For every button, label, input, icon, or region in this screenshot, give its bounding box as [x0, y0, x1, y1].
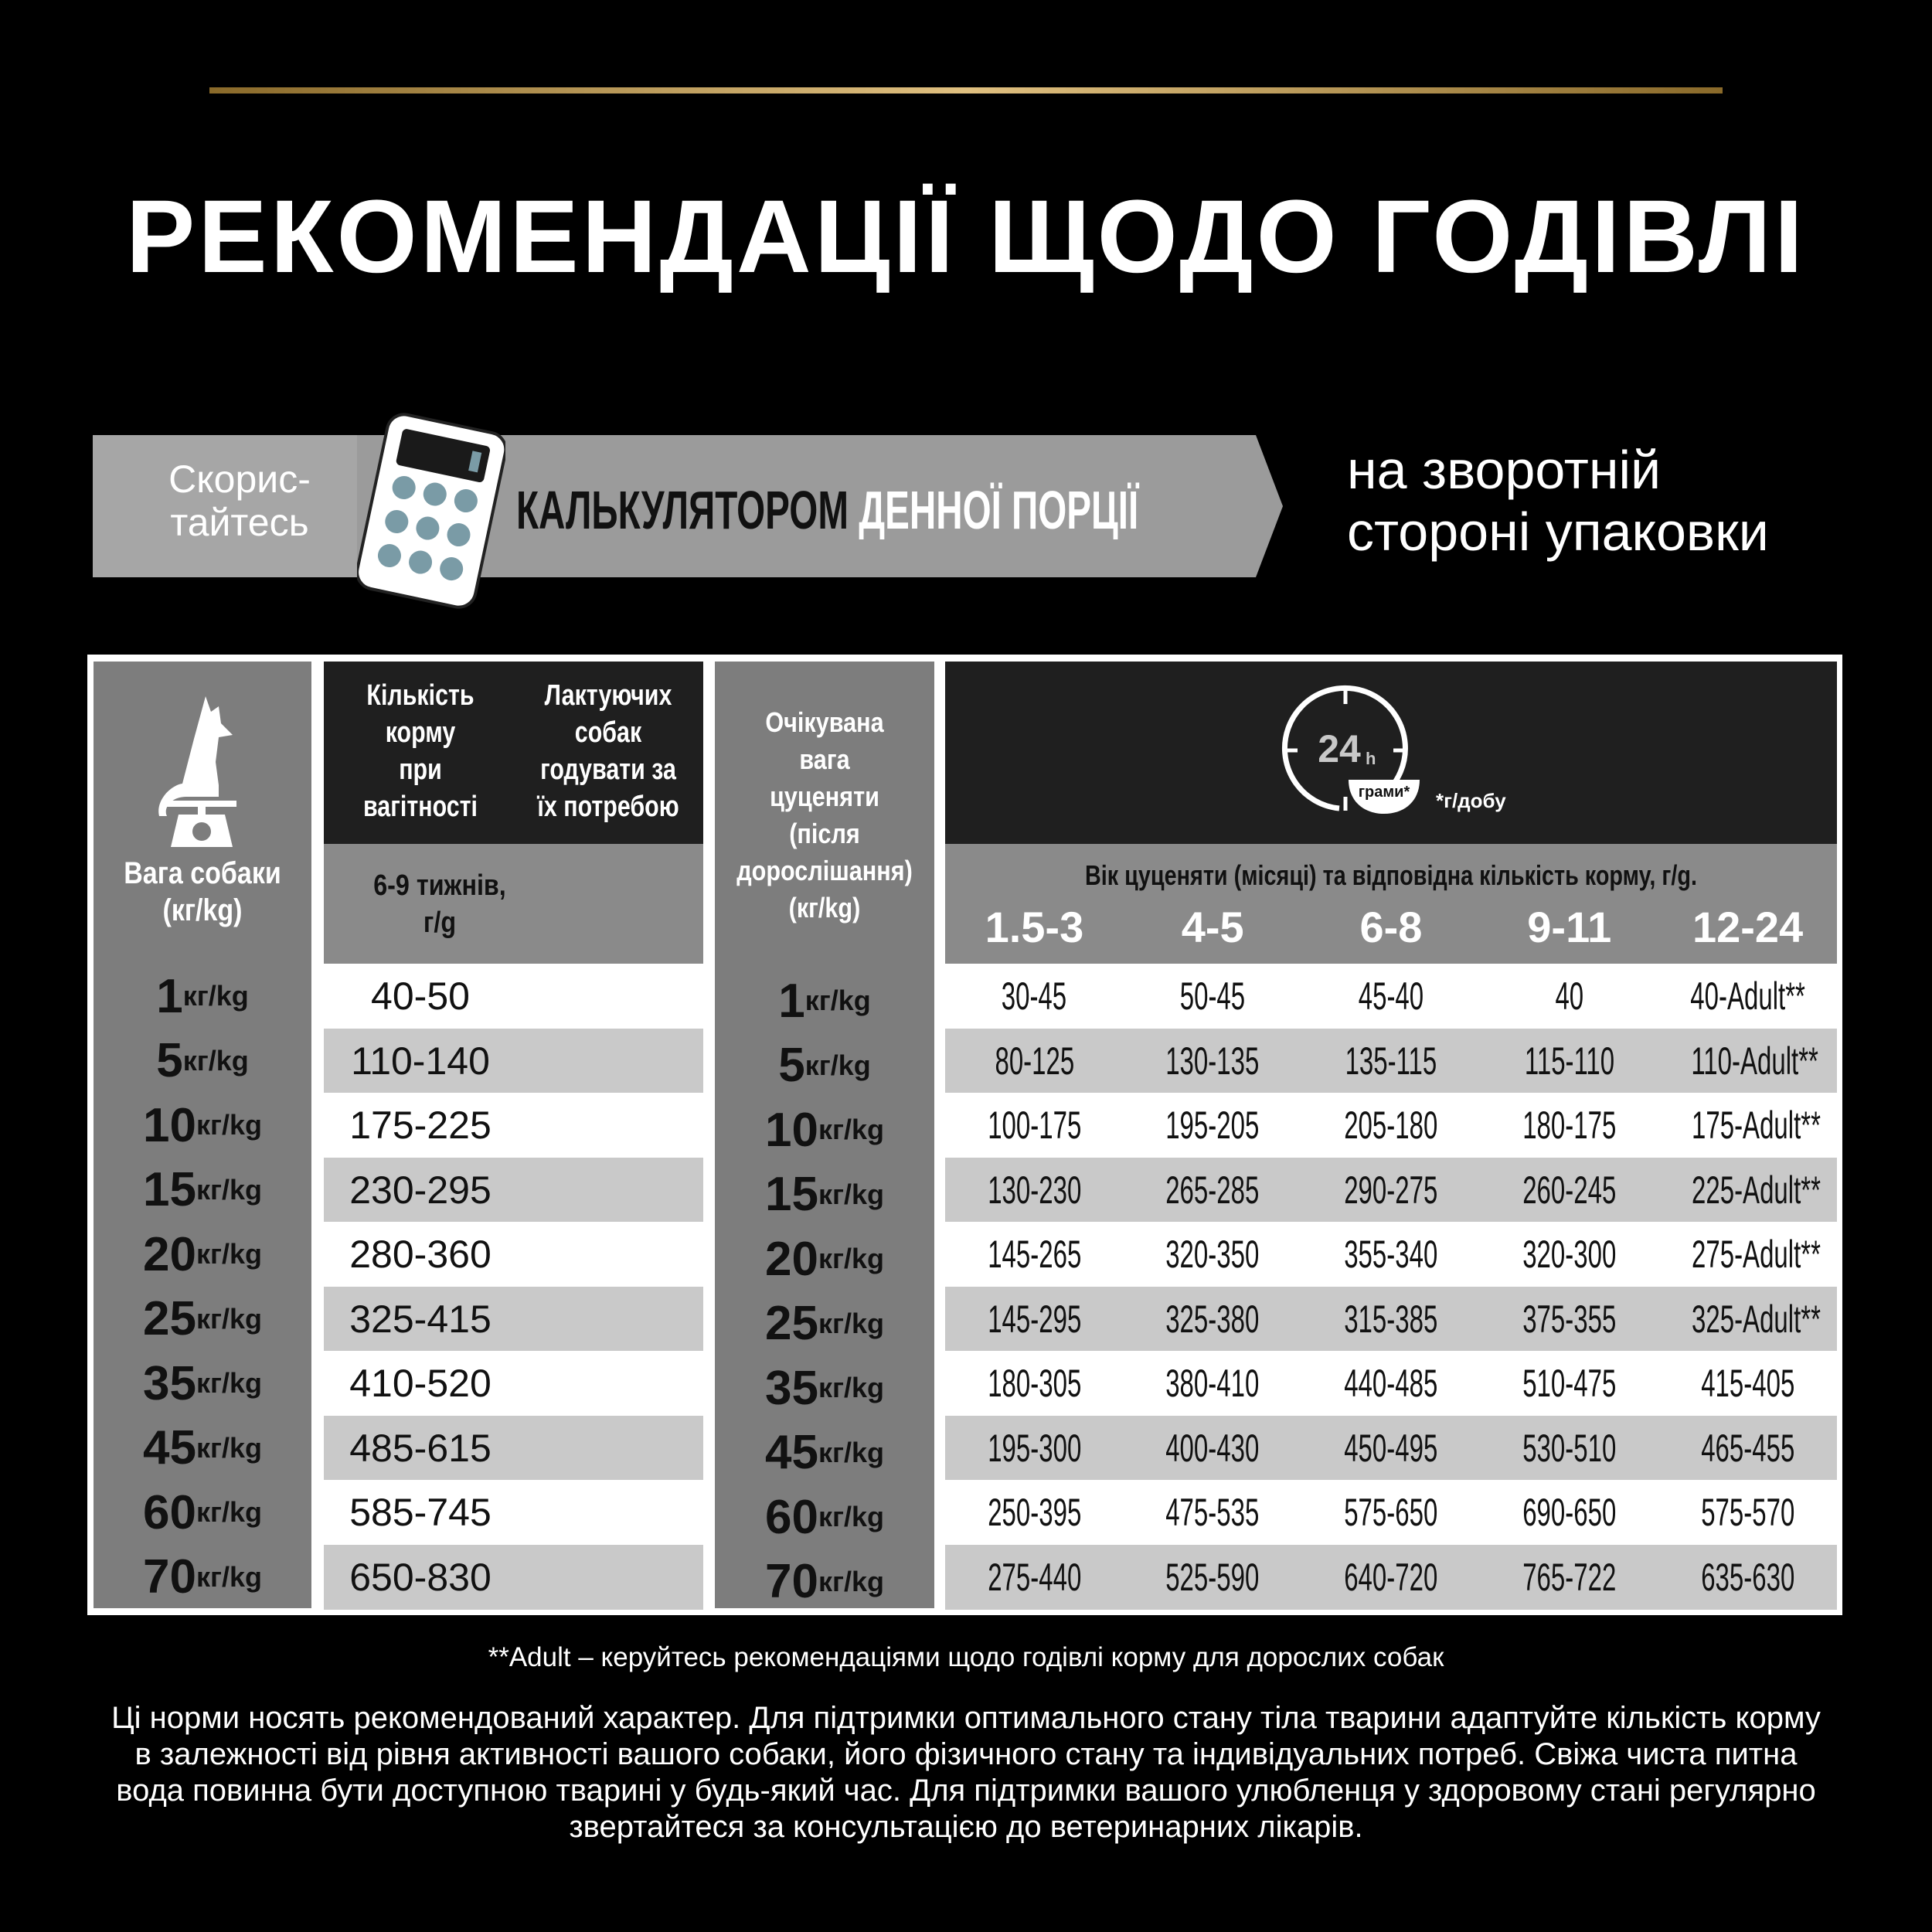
pregnancy-cell: 650-830	[349, 1555, 492, 1599]
puppy-row	[945, 1545, 1837, 1610]
puppy-value: 525-590	[1165, 1555, 1260, 1599]
puppy-cell	[1302, 1555, 1481, 1600]
puppy-value: 225-Adult**	[1692, 1168, 1821, 1212]
weight-value: 1	[156, 969, 183, 1023]
puppy-value: 475-535	[1165, 1491, 1260, 1534]
puppy-cell	[1480, 1168, 1658, 1213]
puppy-cell	[1480, 974, 1658, 1019]
puppy-value: 320-300	[1522, 1233, 1617, 1276]
puppy-value: 380-410	[1165, 1362, 1260, 1405]
puppy-value: 575-650	[1344, 1491, 1438, 1534]
puppy-cell	[945, 1297, 1124, 1342]
puppy-cell	[1302, 1103, 1481, 1148]
puppy-value: 130-230	[987, 1168, 1081, 1212]
puppy-cell	[1480, 1232, 1658, 1277]
dog-weight-cell	[94, 1222, 311, 1287]
puppy-value: 100-175	[987, 1104, 1081, 1147]
clock-bowl-icon	[1277, 681, 1424, 820]
expected-weight-unit: кг/kg	[818, 1436, 884, 1468]
dog-weight-header: Вага собаки (кг/kg)	[124, 856, 281, 927]
puppy-cell	[1658, 974, 1837, 1019]
expected-weight-cell	[715, 1549, 934, 1614]
weight-value: 60	[143, 1485, 196, 1539]
puppy-cell	[1658, 1490, 1837, 1535]
pregnancy-row	[324, 964, 703, 1029]
clock-h-label: h	[1366, 749, 1376, 768]
puppy-value: 80-125	[995, 1039, 1074, 1083]
puppy-value: 50-45	[1179, 975, 1246, 1018]
puppy-value: 180-175	[1522, 1104, 1617, 1147]
dog-weight-cell	[94, 1416, 311, 1481]
puppy-value: 195-300	[987, 1426, 1081, 1470]
puppy-cell	[945, 1168, 1124, 1213]
puppy-cell	[1658, 1555, 1837, 1600]
puppy-value: 205-180	[1344, 1104, 1438, 1147]
expected-weight-header: Очікувана вага цуценяти (після дорослішання) (кг/kg)	[736, 706, 913, 923]
back-line-1: на зворотній	[1347, 440, 1662, 500]
puppy-value: 260-245	[1522, 1168, 1617, 1212]
pregnancy-cell: 110-140	[351, 1039, 490, 1083]
puppy-cell	[1124, 1426, 1302, 1471]
dog-weight-cell	[94, 1287, 311, 1352]
puppy-header	[945, 662, 1837, 844]
puppy-value: 40	[1555, 975, 1584, 1018]
age-header: 9-11	[1527, 903, 1612, 951]
expected-weight-value: 20	[765, 1232, 818, 1286]
puppy-cell	[1480, 1490, 1658, 1535]
weight-unit: кг/kg	[196, 1173, 262, 1206]
age-header: 1.5-3	[985, 903, 1084, 951]
puppy-row	[945, 1222, 1837, 1287]
puppy-age-caption: Вік цуценяти (місяці) та відповідна кількість корму, г/g.	[1084, 859, 1698, 891]
puppy-cell	[1302, 1039, 1481, 1083]
weight-value: 45	[143, 1421, 196, 1475]
puppy-value: 325-Adult**	[1692, 1297, 1821, 1341]
dog-weight-cell	[94, 964, 311, 1029]
per-day-label: *г/добу	[1436, 789, 1506, 812]
pregnancy-cell: 230-295	[349, 1168, 492, 1212]
puppy-cell	[1302, 1490, 1481, 1535]
puppy-cell	[1124, 1168, 1302, 1213]
expected-weight-unit: кг/kg	[818, 1243, 884, 1274]
puppy-cell	[945, 1039, 1124, 1083]
puppy-cell	[1658, 1168, 1837, 1213]
puppy-cell	[1658, 1361, 1837, 1406]
weight-value: 25	[143, 1292, 196, 1345]
pregnancy-header	[324, 662, 703, 844]
calculator-icon	[357, 413, 505, 610]
pregnancy-row	[324, 1545, 703, 1610]
puppy-value: 275-440	[987, 1555, 1081, 1599]
pregnancy-cell: 485-615	[349, 1426, 492, 1470]
expected-weight-cell	[715, 968, 934, 1033]
puppy-cell	[1124, 1361, 1302, 1406]
puppy-value: 375-355	[1522, 1297, 1617, 1341]
gold-divider	[209, 87, 1723, 94]
pregnancy-cell: 410-520	[349, 1362, 492, 1405]
puppy-value: 45-40	[1358, 975, 1424, 1018]
expected-weight-cell	[715, 1097, 934, 1162]
weight-unit: кг/kg	[196, 1302, 262, 1335]
puppy-value: 30-45	[1002, 975, 1067, 1018]
puppy-cell	[1124, 1039, 1302, 1083]
expected-weight-cell	[715, 1033, 934, 1098]
puppy-cell	[1302, 1232, 1481, 1277]
expected-weight-value: 1	[778, 974, 805, 1028]
calc-white-text: ДЕННОЇ ПОРЦІЇ	[859, 480, 1139, 540]
back-line-2: стороні упаковки	[1347, 502, 1769, 562]
weight-unit: кг/kg	[182, 980, 249, 1012]
pregnancy-row	[324, 1093, 703, 1158]
puppy-cell	[1658, 1426, 1837, 1471]
puppy-cell	[945, 1232, 1124, 1277]
puppy-cell	[1658, 1232, 1837, 1277]
pregnancy-cell: 280-360	[349, 1233, 492, 1276]
puppy-value: 40-Adult**	[1690, 975, 1805, 1018]
puppy-cell	[1480, 1361, 1658, 1406]
pregnancy-cell: 40-50	[371, 975, 470, 1018]
pregnancy-header-right: Лактуючих собак годувати за їх потребою	[537, 679, 679, 823]
expected-weight-value: 35	[765, 1361, 818, 1415]
weight-unit: кг/kg	[196, 1367, 262, 1399]
expected-weight-unit: кг/kg	[818, 1178, 884, 1210]
puppy-cell	[1124, 1232, 1302, 1277]
expected-weight-unit: кг/kg	[818, 1501, 884, 1532]
puppy-value: 195-205	[1165, 1104, 1260, 1147]
age-header: 4-5	[1181, 903, 1244, 951]
puppy-value: 690-650	[1522, 1491, 1617, 1534]
expected-weight-cell	[715, 1226, 934, 1291]
expected-weight-value: 60	[765, 1490, 818, 1544]
weight-value: 5	[156, 1034, 183, 1087]
puppy-value: 265-285	[1165, 1168, 1260, 1212]
weight-unit: кг/kg	[196, 1431, 262, 1464]
puppy-value: 400-430	[1165, 1426, 1260, 1470]
puppy-value: 110-Adult**	[1691, 1039, 1819, 1083]
weight-unit: кг/kg	[196, 1238, 262, 1270]
pregnancy-subheader	[324, 844, 703, 964]
puppy-value: 640-720	[1344, 1555, 1438, 1599]
puppy-cell	[1658, 1039, 1837, 1083]
feeding-table	[87, 655, 1842, 1615]
pregnancy-cell: 175-225	[349, 1104, 492, 1147]
puppy-value: 450-495	[1344, 1426, 1438, 1470]
puppy-cell	[945, 1361, 1124, 1406]
puppy-value: 465-455	[1701, 1426, 1795, 1470]
dog-weight-cell	[94, 1480, 311, 1545]
weight-value: 20	[143, 1227, 196, 1281]
adult-footnote: **Adult – керуйтесь рекомендаціями щодо годівлі корму для дорослих собак	[488, 1642, 1444, 1672]
puppy-cell	[1480, 1297, 1658, 1342]
puppy-cell	[1658, 1103, 1837, 1148]
puppy-row	[945, 1029, 1837, 1094]
puppy-value: 250-395	[987, 1491, 1081, 1534]
puppy-cell	[1124, 1490, 1302, 1535]
puppy-value: 175-Adult**	[1692, 1104, 1821, 1147]
puppy-cell	[1302, 1168, 1481, 1213]
puppy-value: 115-110	[1524, 1039, 1614, 1083]
puppy-row	[945, 1351, 1837, 1416]
puppy-value: 130-135	[1165, 1039, 1260, 1083]
puppy-value: 315-385	[1344, 1297, 1438, 1341]
puppy-cell	[1124, 1297, 1302, 1342]
puppy-value: 355-340	[1344, 1233, 1438, 1276]
pregnancy-row	[324, 1029, 703, 1094]
pregnancy-weeks-label: 6-9 тижнів, г/g	[373, 869, 506, 939]
pregnancy-header-left: Кількість корму при вагітності	[363, 679, 478, 823]
puppy-row	[945, 1158, 1837, 1223]
puppy-cell	[1480, 1555, 1658, 1600]
pregnancy-row	[324, 1222, 703, 1287]
expected-weight-cell	[715, 1485, 934, 1549]
puppy-row	[945, 1287, 1837, 1352]
expected-weight-cell	[715, 1355, 934, 1420]
puppy-cell	[1302, 1426, 1481, 1471]
expected-weight-value: 10	[765, 1103, 818, 1157]
age-header: 12-24	[1692, 903, 1804, 951]
expected-weight-value: 15	[765, 1168, 818, 1221]
puppy-value: 575-570	[1701, 1491, 1795, 1534]
pregnancy-row	[324, 1158, 703, 1223]
bowl-label: грами*	[1358, 784, 1410, 801]
weight-unit: кг/kg	[196, 1109, 262, 1141]
weight-value: 70	[143, 1550, 196, 1604]
expected-weight-unit: кг/kg	[804, 985, 871, 1016]
weight-value: 35	[143, 1356, 196, 1410]
puppy-cell	[1658, 1297, 1837, 1342]
puppy-cell	[945, 1555, 1124, 1600]
puppy-value: 145-265	[987, 1233, 1081, 1276]
age-headers	[945, 902, 1837, 956]
puppy-cell	[945, 974, 1124, 1019]
puppy-value: 440-485	[1344, 1362, 1438, 1405]
dog-weight-cell	[94, 1158, 311, 1223]
pregnancy-row	[324, 1416, 703, 1481]
calculator-heading	[516, 479, 1138, 541]
puppy-cell	[1302, 1297, 1481, 1342]
puppy-value: 135-115	[1345, 1039, 1437, 1083]
weight-value: 10	[143, 1098, 196, 1152]
puppy-cell	[1302, 974, 1481, 1019]
puppy-cell	[1480, 1039, 1658, 1083]
expected-weight-unit: кг/kg	[818, 1307, 884, 1339]
expected-weight-unit: кг/kg	[818, 1114, 884, 1145]
expected-weight-value: 25	[765, 1297, 818, 1350]
puppy-row	[945, 1093, 1837, 1158]
pregnancy-cell: 325-415	[349, 1297, 492, 1341]
dog-weight-cell	[94, 1029, 311, 1094]
puppy-value: 275-Adult**	[1692, 1233, 1821, 1276]
puppy-value: 635-630	[1701, 1555, 1795, 1599]
puppy-row	[945, 1480, 1837, 1545]
dog-on-scale-icon	[148, 692, 248, 847]
puppy-cell	[1124, 1103, 1302, 1148]
age-header: 6-8	[1359, 903, 1423, 951]
puppy-value: 325-380	[1165, 1297, 1260, 1341]
expected-weight-cell	[715, 1420, 934, 1485]
puppy-subheader	[945, 844, 1837, 964]
pregnancy-row	[324, 1287, 703, 1352]
pregnancy-row	[324, 1480, 703, 1545]
expected-weight-value: 5	[778, 1039, 805, 1092]
puppy-cell	[1302, 1361, 1481, 1406]
dog-weight-cell	[94, 1351, 311, 1416]
puppy-value: 765-722	[1522, 1555, 1617, 1599]
puppy-cell	[945, 1490, 1124, 1535]
back-side-text	[1347, 439, 1769, 563]
expected-weight-unit: кг/kg	[818, 1565, 884, 1597]
expected-weight-cell	[715, 1162, 934, 1227]
puppy-value: 320-350	[1165, 1233, 1260, 1276]
puppy-row	[945, 964, 1837, 1029]
puppy-cell	[1480, 1103, 1658, 1148]
expected-weight-value: 70	[765, 1555, 818, 1608]
calc-black-text: КАЛЬКУЛЯТОРОМ	[516, 480, 849, 540]
puppy-row	[945, 1416, 1837, 1481]
expected-weight-unit: кг/kg	[818, 1372, 884, 1403]
pregnancy-cell: 585-745	[349, 1491, 492, 1534]
expected-weight-unit: кг/kg	[804, 1049, 871, 1081]
clock-24-label: 24	[1318, 727, 1361, 770]
puppy-value: 180-305	[987, 1362, 1081, 1405]
weight-unit: кг/kg	[196, 1560, 262, 1593]
puppy-value: 145-295	[987, 1297, 1081, 1341]
puppy-cell	[1124, 974, 1302, 1019]
expected-weight-value: 45	[765, 1426, 818, 1479]
puppy-value: 530-510	[1522, 1426, 1617, 1470]
puppy-cell	[945, 1103, 1124, 1148]
expected-weight-cell	[715, 1291, 934, 1356]
puppy-cell	[945, 1426, 1124, 1471]
weight-unit: кг/kg	[182, 1044, 249, 1077]
weight-unit: кг/kg	[196, 1496, 262, 1528]
puppy-cell	[1480, 1426, 1658, 1471]
page-title: РЕКОМЕНДАЦІЇ ЩОДО ГОДІВЛІ	[125, 179, 1807, 294]
pregnancy-row	[324, 1351, 703, 1416]
puppy-value: 290-275	[1344, 1168, 1438, 1212]
banner-use-text: Скорис- тайтесь	[168, 457, 311, 544]
weight-value: 15	[143, 1163, 196, 1216]
disclaimer-paragraph: Ці норми носять рекомендований характер. Для підтримки оптимального стану тіла тварини адаптуйте кількість корму в залежності від рівня активності вашого собаки, його фізичного стану та індивідуальних потреб. Свіжа чиста питна вода повинна бути доступною тварині у будь-який час. Для підтримки вашого улюбленця у здоровому стані регулярно звертайтеся за консультацією до ветеринарних лікарів.	[111, 1701, 1821, 1844]
puppy-value: 510-475	[1522, 1362, 1617, 1405]
dog-weight-cell	[94, 1545, 311, 1610]
puppy-value: 415-405	[1701, 1362, 1795, 1405]
puppy-cell	[1124, 1555, 1302, 1600]
dog-weight-cell	[94, 1093, 311, 1158]
